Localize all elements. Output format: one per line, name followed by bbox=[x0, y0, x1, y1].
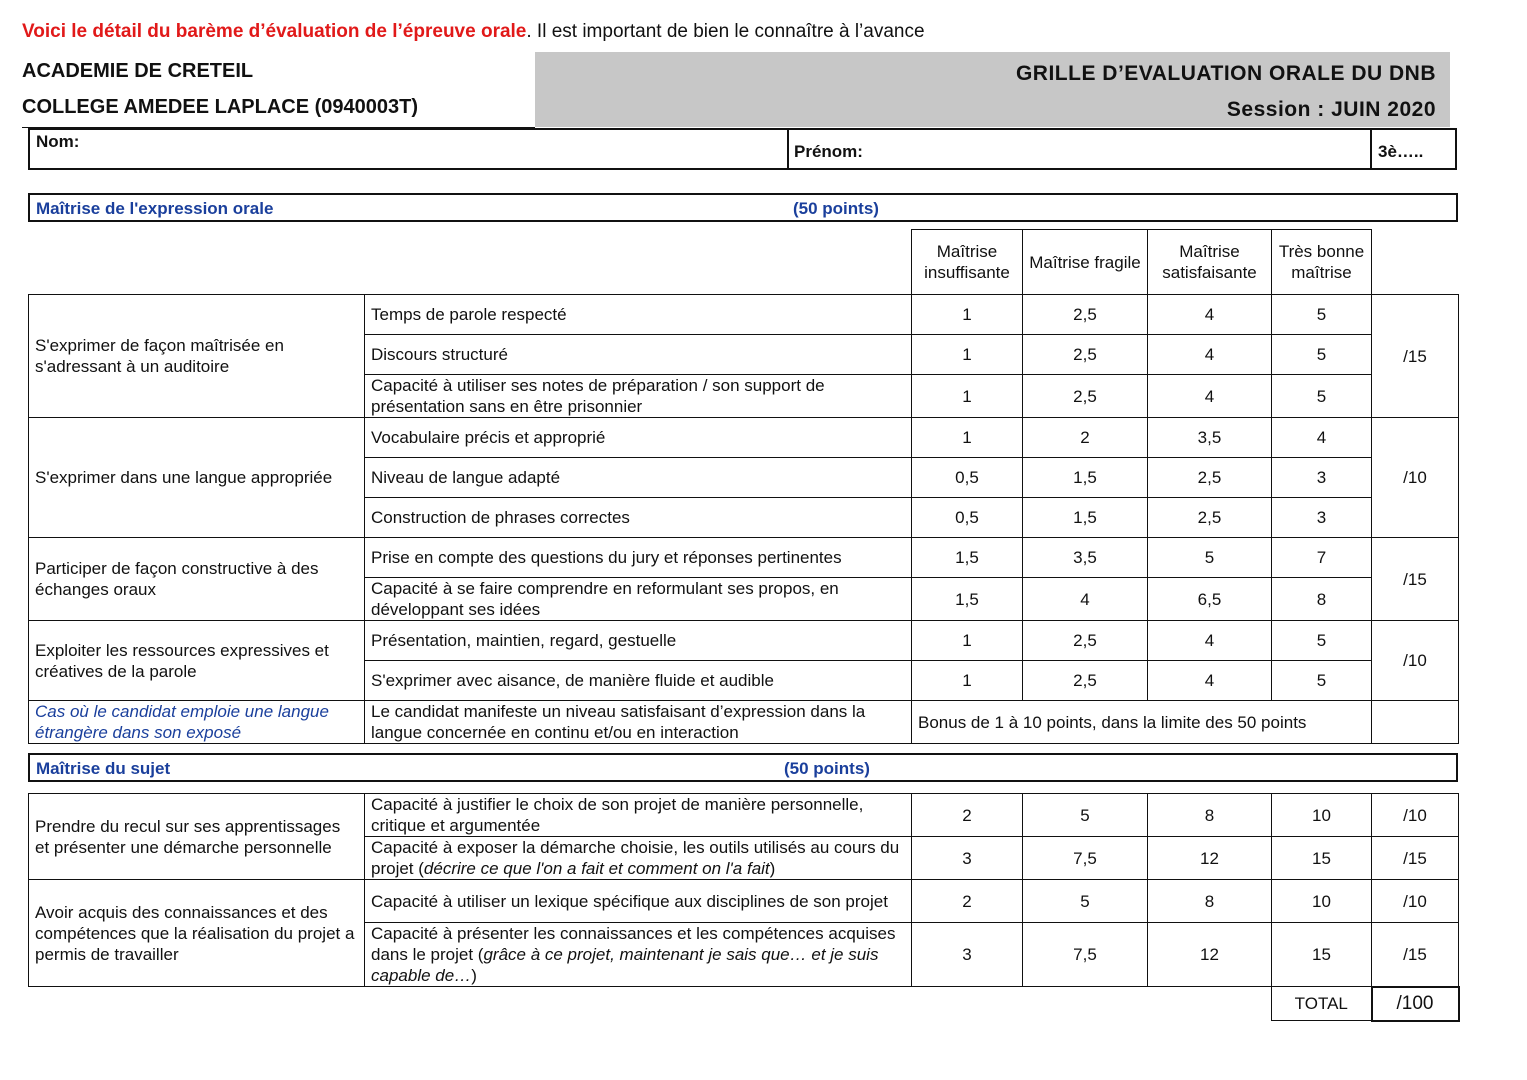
score: 7,5 bbox=[1023, 837, 1148, 880]
score: 3 bbox=[912, 837, 1023, 880]
score: 2 bbox=[912, 880, 1023, 923]
skill-label: Avoir acquis des connaissances et des compétences que la réalisation du projet a permis de travailler bbox=[29, 880, 365, 987]
group-total: /15 bbox=[1372, 538, 1459, 621]
criterion: Capacité à exposer la démarche choisie, les outils utilisés au cours du projet (décrire ce que l'on a fait et comment on l'a fait) bbox=[365, 837, 912, 880]
criterion: Capacité à se faire comprendre en reformulant ses propos, en développant ses idées bbox=[365, 578, 912, 621]
score: 1 bbox=[912, 295, 1023, 335]
skill-label: S'exprimer de façon maîtrisée en s'adressant à un auditoire bbox=[29, 295, 365, 418]
divider bbox=[1370, 130, 1372, 168]
expression-table bbox=[28, 229, 1459, 744]
academie-label: ACADEMIE DE CRETEIL bbox=[22, 60, 254, 82]
score: 6,5 bbox=[1148, 578, 1272, 621]
score: 5 bbox=[1272, 295, 1372, 335]
score: 0,5 bbox=[912, 458, 1023, 498]
criterion: Discours structuré bbox=[365, 335, 912, 375]
criterion: Niveau de langue adapté bbox=[365, 458, 912, 498]
criterion: Capacité à utiliser ses notes de préparation / son support de présentation sans en être prisonnier bbox=[365, 375, 912, 418]
score: 4 bbox=[1148, 621, 1272, 661]
score: 1 bbox=[912, 621, 1023, 661]
score: 7,5 bbox=[1023, 923, 1148, 987]
score: 7 bbox=[1272, 538, 1372, 578]
identity-box bbox=[28, 128, 1457, 170]
score: 4 bbox=[1148, 375, 1272, 418]
level-header: Maîtrise insuffisante bbox=[912, 230, 1023, 295]
score: 8 bbox=[1272, 578, 1372, 621]
session-label: Session : JUIN 2020 bbox=[1226, 98, 1436, 121]
divider bbox=[787, 130, 789, 168]
score: 1,5 bbox=[912, 578, 1023, 621]
score: 5 bbox=[1023, 794, 1148, 837]
score: 3 bbox=[912, 923, 1023, 987]
section-points: (50 points) bbox=[784, 759, 870, 778]
score: 1,5 bbox=[912, 538, 1023, 578]
sujet-table bbox=[28, 793, 1460, 1022]
level-header: Très bonne maîtrise bbox=[1272, 230, 1372, 295]
score: 3 bbox=[1272, 498, 1372, 538]
row-total: /15 bbox=[1372, 923, 1459, 987]
level-header: Maîtrise fragile bbox=[1023, 230, 1148, 295]
level-header: Maîtrise satisfaisante bbox=[1148, 230, 1272, 295]
group-total: /10 bbox=[1372, 418, 1459, 538]
classe-field[interactable]: 3è….. bbox=[1378, 142, 1424, 161]
score: 15 bbox=[1272, 837, 1372, 880]
total-label: TOTAL bbox=[1272, 987, 1372, 1021]
score: 2,5 bbox=[1023, 335, 1148, 375]
score: 5 bbox=[1272, 375, 1372, 418]
criterion: Présentation, maintien, regard, gestuelle bbox=[365, 621, 912, 661]
prenom-field[interactable]: Prénom: bbox=[794, 142, 863, 161]
section-points: (50 points) bbox=[793, 199, 879, 218]
score: 15 bbox=[1272, 923, 1372, 987]
score: 8 bbox=[1148, 794, 1272, 837]
section-sujet-bar bbox=[28, 753, 1458, 782]
score: 1 bbox=[912, 661, 1023, 701]
group-total: /15 bbox=[1372, 295, 1459, 418]
score: 4 bbox=[1148, 335, 1272, 375]
score: 4 bbox=[1272, 418, 1372, 458]
score: 4 bbox=[1023, 578, 1148, 621]
section-expression-bar bbox=[28, 193, 1458, 222]
score: 2,5 bbox=[1148, 458, 1272, 498]
skill-label: Participer de façon constructive à des échanges oraux bbox=[29, 538, 365, 621]
score: 2,5 bbox=[1023, 295, 1148, 335]
score: 2,5 bbox=[1023, 621, 1148, 661]
criterion: Temps de parole respecté bbox=[365, 295, 912, 335]
score: 5 bbox=[1272, 335, 1372, 375]
row-total: /15 bbox=[1372, 837, 1459, 880]
skill-label: Exploiter les ressources expressives et créatives de la parole bbox=[29, 621, 365, 701]
foreign-language-label: Cas où le candidat emploie une langue étrangère dans son exposé bbox=[29, 701, 365, 744]
bonus-total bbox=[1372, 701, 1459, 744]
criterion: Le candidat manifeste un niveau satisfaisant d’expression dans la langue concernée en continu et/ou en interaction bbox=[365, 701, 912, 744]
row-total: /10 bbox=[1372, 880, 1459, 923]
skill-label: Prendre du recul sur ses apprentissages et présenter une démarche personnelle bbox=[29, 794, 365, 880]
total-value[interactable]: /100 bbox=[1372, 987, 1459, 1021]
page-title: GRILLE D’EVALUATION ORALE DU DNB bbox=[1015, 62, 1436, 85]
score: 10 bbox=[1272, 794, 1372, 837]
score: 1 bbox=[912, 335, 1023, 375]
score: 12 bbox=[1148, 837, 1272, 880]
score: 5 bbox=[1148, 538, 1272, 578]
score: 5 bbox=[1272, 661, 1372, 701]
criterion: Prise en compte des questions du jury et réponses pertinentes bbox=[365, 538, 912, 578]
score: 1 bbox=[912, 418, 1023, 458]
intro-bold: Voici le détail du barème d’évaluation de l’épreuve orale bbox=[22, 21, 527, 42]
score: 3,5 bbox=[1148, 418, 1272, 458]
score: 12 bbox=[1148, 923, 1272, 987]
score: 10 bbox=[1272, 880, 1372, 923]
score: 3 bbox=[1272, 458, 1372, 498]
criterion: Vocabulaire précis et approprié bbox=[365, 418, 912, 458]
score: 0,5 bbox=[912, 498, 1023, 538]
score: 5 bbox=[1272, 621, 1372, 661]
score: 1,5 bbox=[1023, 498, 1148, 538]
bonus-note: Bonus de 1 à 10 points, dans la limite des 50 points bbox=[912, 701, 1372, 744]
criterion: Construction de phrases correctes bbox=[365, 498, 912, 538]
nom-field[interactable]: Nom: bbox=[36, 132, 80, 151]
score: 2,5 bbox=[1023, 375, 1148, 418]
criterion: S'exprimer avec aisance, de manière fluide et audible bbox=[365, 661, 912, 701]
criterion: Capacité à présenter les connaissances et les compétences acquises dans le projet (grâce à ce projet, maintenant je sais que… et je suis capable de…) bbox=[365, 923, 912, 987]
score: 2,5 bbox=[1023, 661, 1148, 701]
criterion: Capacité à justifier le choix de son projet de manière personnelle, critique et argumentée bbox=[365, 794, 912, 837]
section-title: Maîtrise du sujet bbox=[36, 759, 171, 778]
group-total: /10 bbox=[1372, 621, 1459, 701]
row-total: /10 bbox=[1372, 794, 1459, 837]
score: 2 bbox=[1023, 418, 1148, 458]
criterion: Capacité à utiliser un lexique spécifique aux disciplines de son projet bbox=[365, 880, 912, 923]
score: 1,5 bbox=[1023, 458, 1148, 498]
score: 2,5 bbox=[1148, 498, 1272, 538]
college-label: COLLEGE AMEDEE LAPLACE (0940003T) bbox=[22, 96, 419, 118]
score: 1 bbox=[912, 375, 1023, 418]
skill-label: S'exprimer dans une langue appropriée bbox=[29, 418, 365, 538]
score: 2 bbox=[912, 794, 1023, 837]
score: 4 bbox=[1148, 661, 1272, 701]
section-title: Maîtrise de l'expression orale bbox=[36, 199, 274, 218]
score: 5 bbox=[1023, 880, 1148, 923]
intro-line bbox=[22, 21, 925, 43]
intro-rest: . Il est important de bien le connaître à l’avance bbox=[526, 21, 925, 42]
score: 8 bbox=[1148, 880, 1272, 923]
score: 4 bbox=[1148, 295, 1272, 335]
score: 3,5 bbox=[1023, 538, 1148, 578]
